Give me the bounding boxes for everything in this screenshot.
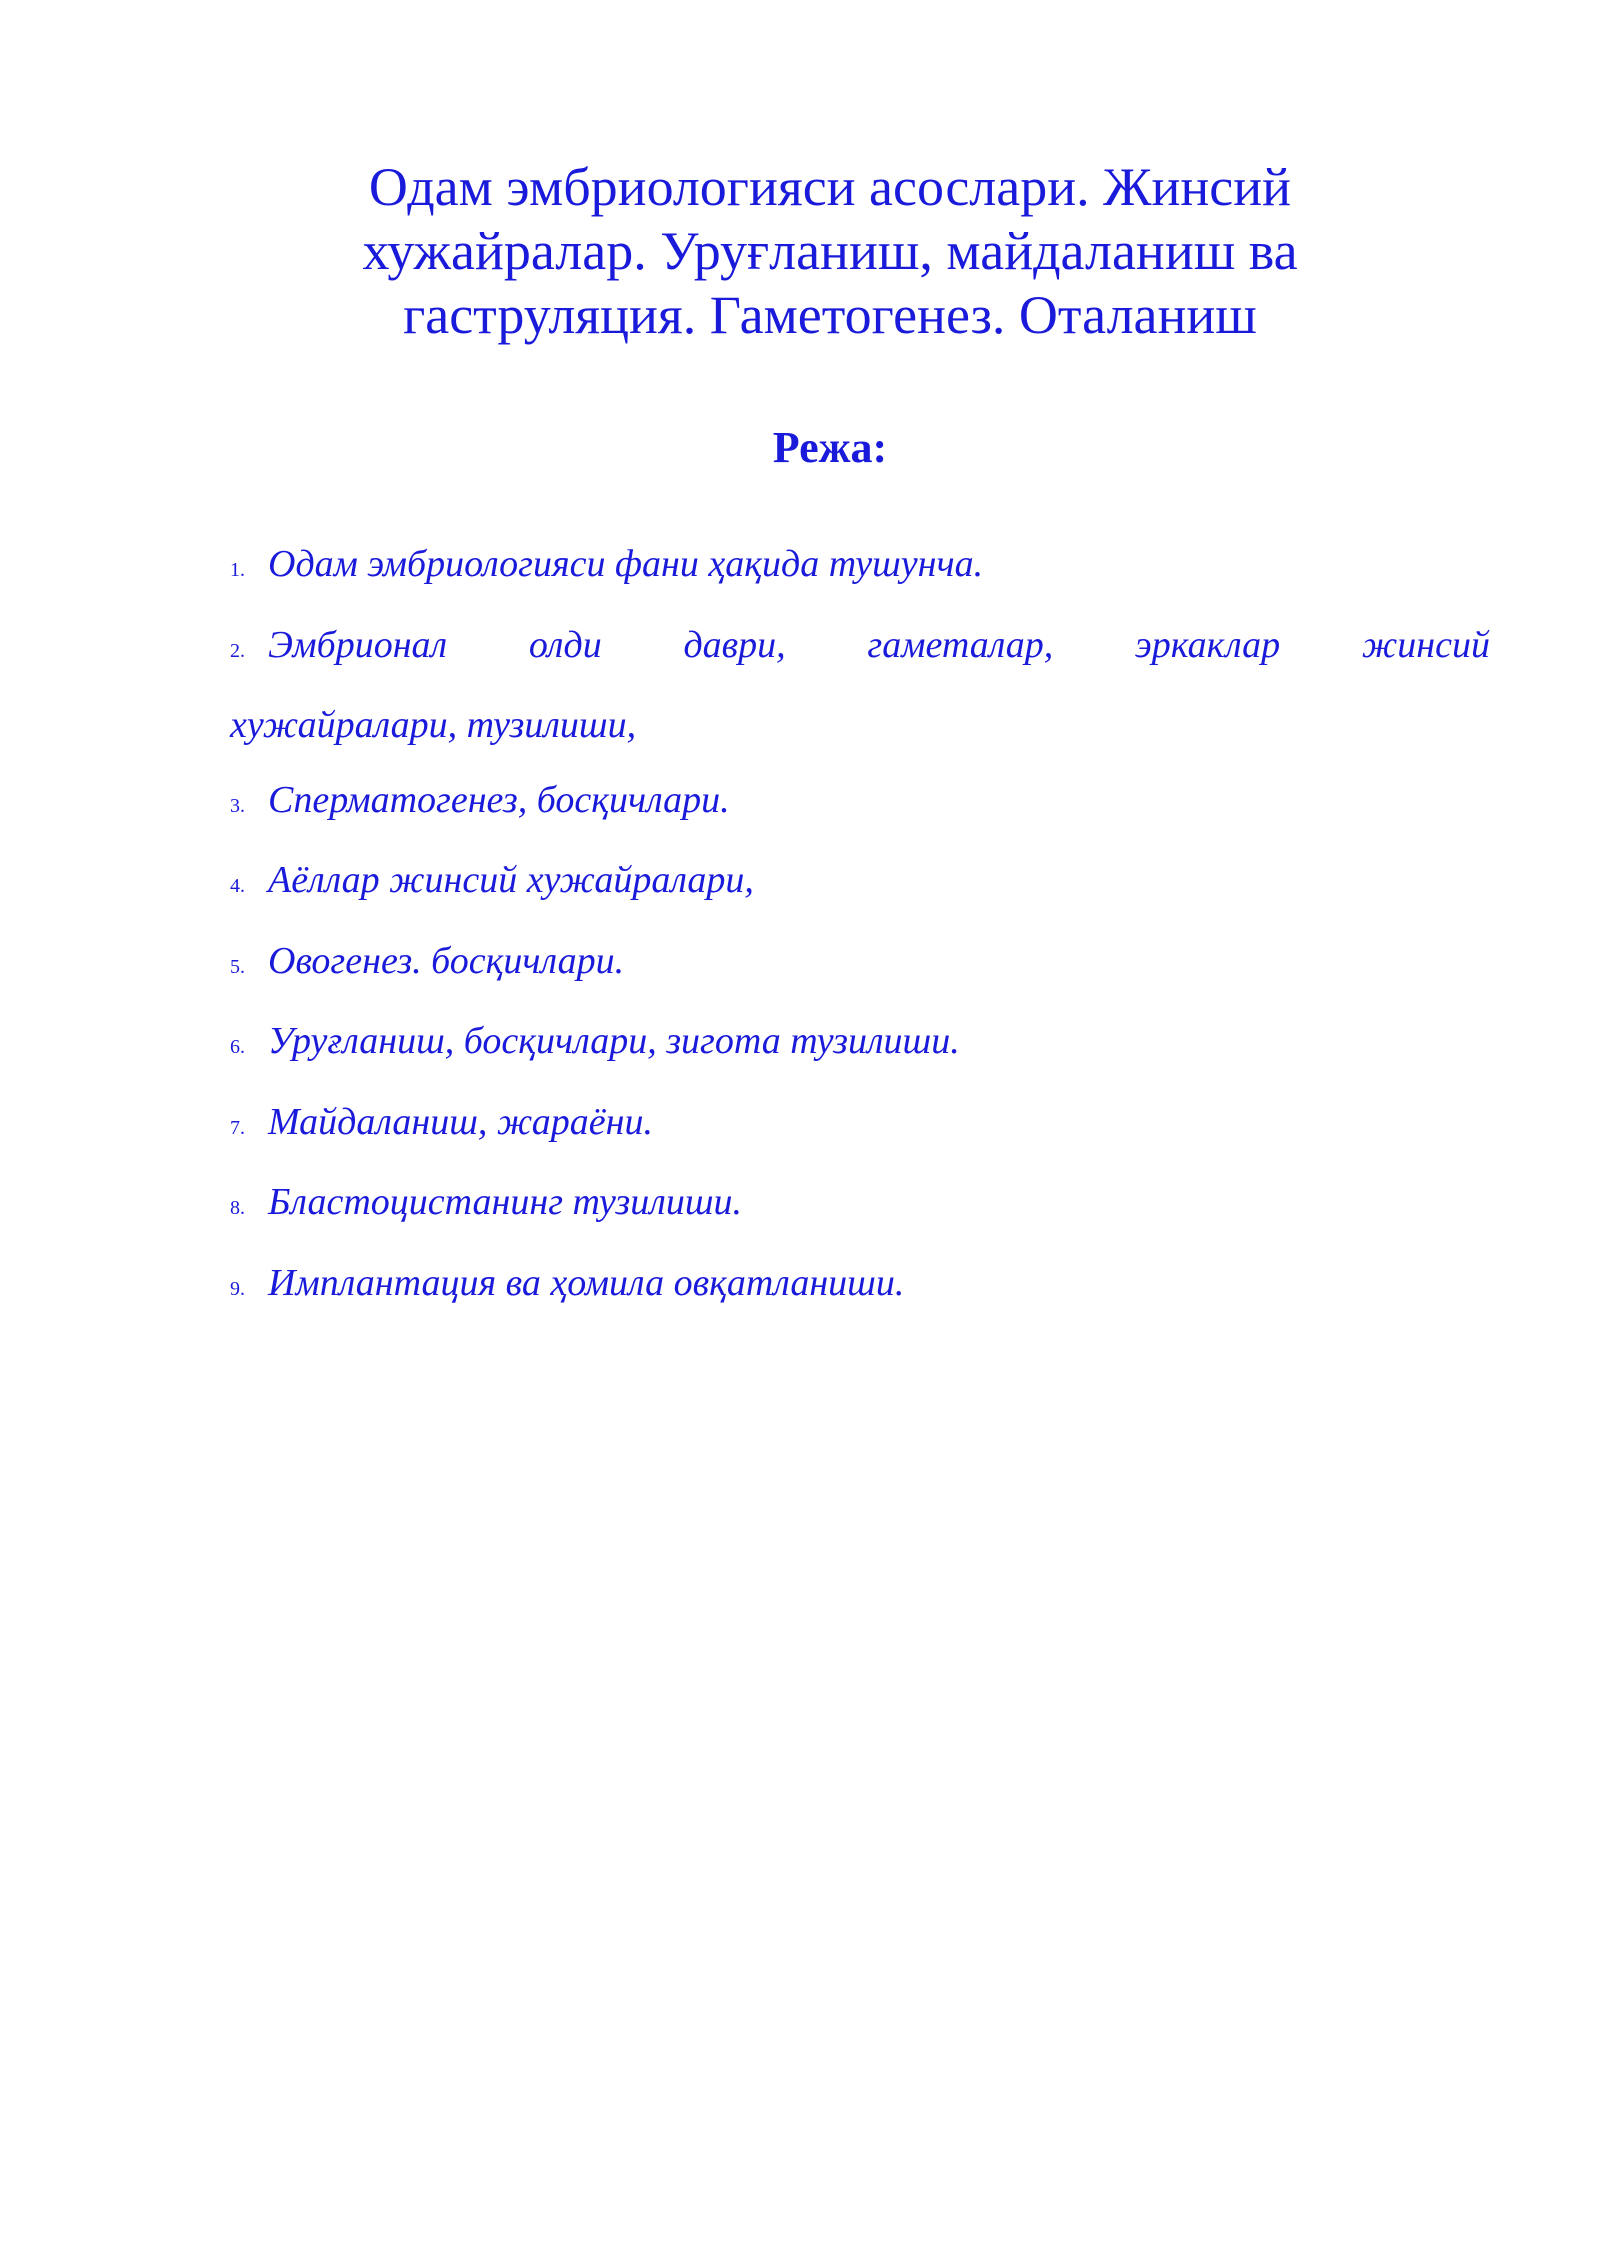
plan-item-number: 2.: [230, 639, 245, 662]
plan-item-text: Бластоцистанинг тузилиши.: [268, 1181, 742, 1223]
plan-item-number: 5.: [230, 955, 245, 978]
plan-item-text: Майдаланиш, жараёни.: [268, 1100, 653, 1143]
title-line-3: гаструляция. Гаметогенез. Оталаниш: [403, 285, 1257, 345]
plan-item-text: Одам эмбриологияси фани ҳақида тушунча.: [268, 543, 984, 585]
plan-item-line-1: [230, 608, 1490, 689]
plan-item-number: 6.: [230, 1036, 245, 1058]
plan-item-4: [230, 843, 1490, 924]
plan-item-9: [230, 1246, 1490, 1327]
plan-item-3: [230, 763, 1490, 844]
plan-item-text: Имплантация ва ҳомила овқатланиши.: [268, 1261, 905, 1304]
plan-item-8: [230, 1165, 1490, 1246]
plan-item-number: 7.: [230, 1116, 245, 1139]
plan-item-number: 3.: [230, 794, 245, 817]
plan-item-1: [230, 527, 1490, 608]
plan-list: [230, 527, 1490, 1326]
plan-item-number: 4.: [230, 875, 245, 897]
plan-item-number: 9.: [230, 1277, 245, 1300]
plan-item-text: Уруғланиш, босқичлари, зигота тузилиши.: [268, 1020, 960, 1062]
plan-item-5: [230, 924, 1490, 1005]
plan-item-text: Аёллар жинсий хужайралари,: [268, 859, 754, 901]
plan-item-text: Эмбрионал олди даври, гаметалар, эркаклар жинсий: [268, 623, 1490, 666]
plan-item-2: [230, 608, 1490, 763]
title-line-2: хужайралар. Уруғланиш, майдаланиш ва: [362, 221, 1298, 281]
plan-item-text: Сперматогенез, босқичлари.: [268, 778, 730, 821]
plan-heading: Режа:: [772, 423, 888, 472]
plan-item-6: [230, 1004, 1490, 1085]
plan-item-number: 1.: [230, 559, 245, 581]
plan-item-text: Овогенез. босқичлари.: [268, 939, 625, 982]
plan-item-7: [230, 1085, 1490, 1166]
document-title: [330, 155, 1330, 347]
plan-item-line-2: хужайралари, тузилиши,: [230, 704, 637, 746]
title-line-1: Одам эмбриологияси асослари. Жинсий: [368, 157, 1292, 217]
plan-item-number: 8.: [230, 1197, 245, 1219]
